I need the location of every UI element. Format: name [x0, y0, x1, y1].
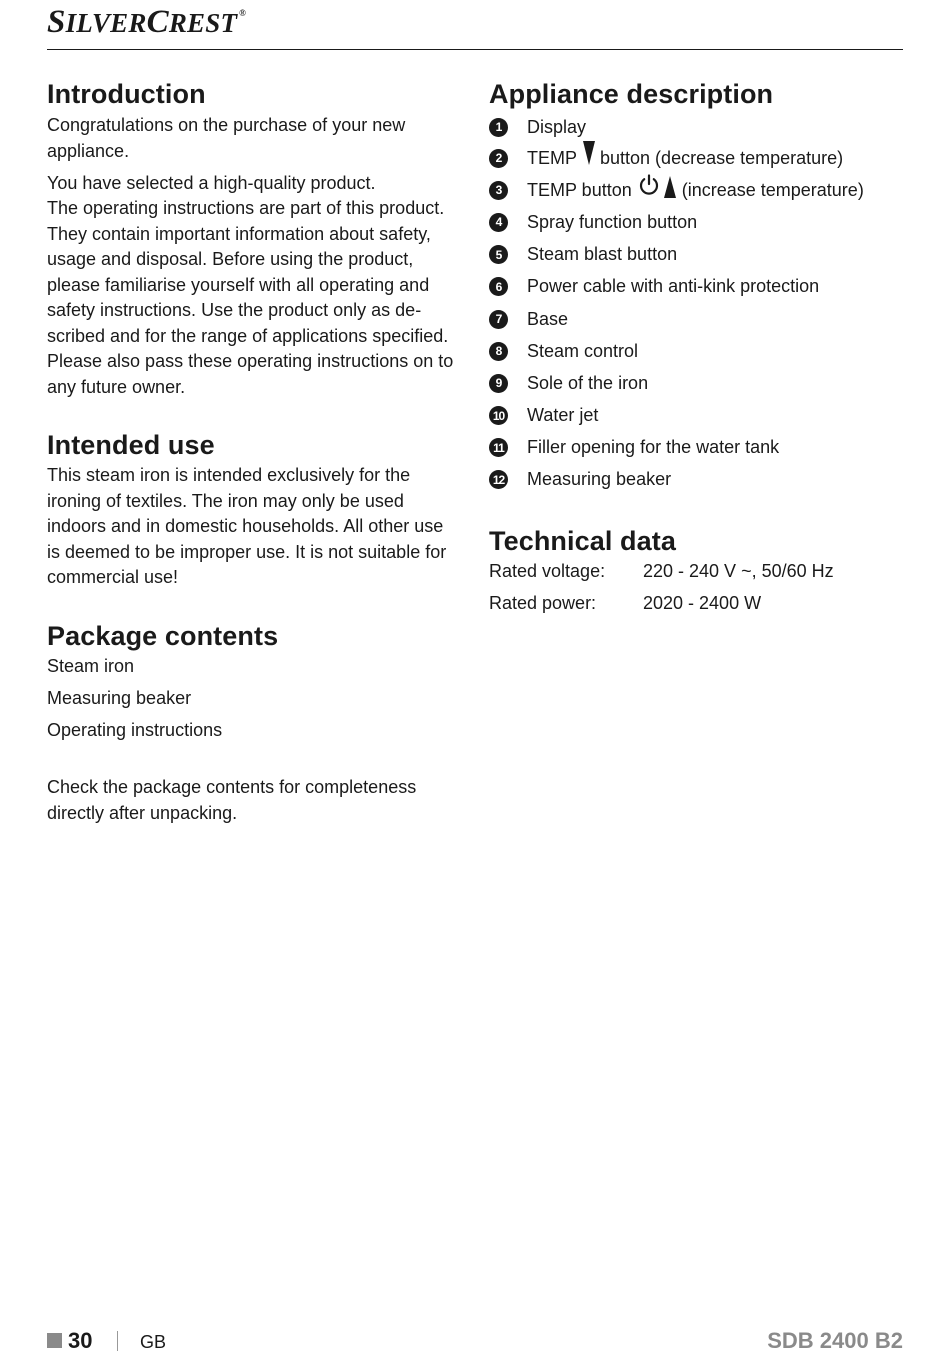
text-line: ironing of textiles. The iron may only be used: [47, 490, 404, 511]
text-line: commercial use!: [47, 567, 179, 587]
page-number: 30: [68, 1328, 93, 1353]
item-text: Steam control: [527, 340, 639, 361]
list-item: [489, 335, 909, 367]
tech-row: [489, 559, 909, 585]
text-line: please familiarise yourself with all operating and: [47, 274, 430, 295]
list-item: [489, 271, 909, 303]
text-line: directly after unpacking.: [47, 802, 238, 823]
item-text: Steam blast button: [527, 244, 678, 265]
left-column: [47, 76, 467, 826]
number-badge: 3: [489, 181, 508, 200]
number-badge: 6: [489, 277, 508, 296]
triangle-down-icon: [583, 141, 595, 165]
list-item: [489, 303, 909, 335]
item-text: Power cable with anti-kink protection: [527, 276, 820, 297]
item-text: button (decrease temperature): [600, 147, 844, 168]
text-line: is deemed to be improper use. It is not suitable for: [47, 541, 447, 562]
package-item: Measuring beaker: [47, 687, 192, 708]
package-contents-heading: Package contents: [47, 620, 279, 651]
footer-divider: [117, 1331, 118, 1351]
item-text: Water jet: [527, 405, 599, 426]
intended-use-paragraph: [47, 463, 467, 591]
tech-label: Rated power:: [489, 593, 597, 614]
number-badge: 9: [489, 374, 508, 393]
header-divider: [47, 49, 903, 50]
tech-label: Rated voltage:: [489, 561, 606, 582]
triangle-up-icon: [664, 176, 676, 198]
number-badge: 8: [489, 342, 508, 361]
item-text: TEMP button: [527, 179, 632, 200]
list-item: [489, 432, 909, 464]
text-line: The operating instructions are part of this product.: [47, 198, 445, 218]
list-item: [489, 239, 909, 271]
model-number: SDB 2400 B2: [767, 1328, 903, 1353]
text-line: Check the package contents for completeness: [47, 777, 417, 797]
text-line: indoors and in domestic households. All other use: [47, 516, 444, 536]
tech-value: 220 - 240 V ~, 50/60 Hz: [643, 561, 834, 582]
number-badge: 11: [489, 438, 508, 457]
item-text: Measuring beaker: [527, 469, 672, 490]
appliance-parts-list: [489, 112, 909, 496]
item-text: Spray function button: [527, 211, 698, 232]
check-contents-paragraph: [47, 775, 467, 826]
number-badge: 7: [489, 310, 508, 329]
page-footer: [47, 1328, 903, 1354]
text-line: any future owner.: [47, 376, 186, 397]
intended-use-heading: Intended use: [47, 430, 215, 460]
language-code: GB: [140, 1332, 167, 1352]
package-item: Operating instructions: [47, 719, 223, 740]
text-line: Please also pass these operating instructions on to: [47, 351, 454, 371]
text-line: Congratulations on the purchase of your new: [47, 115, 406, 135]
item-text: TEMP: [527, 147, 578, 168]
list-item: [489, 464, 909, 496]
number-badge: 4: [489, 213, 508, 232]
list-item: [489, 174, 909, 206]
introduction-paragraph-2: [47, 171, 467, 401]
tech-row: [489, 591, 909, 617]
text-line: usage and disposal. Before using the product,: [47, 249, 414, 269]
list-item: [489, 400, 909, 432]
text-line: They contain important information about safety,: [47, 223, 431, 244]
number-badge: 1: [489, 118, 508, 137]
introduction-paragraph-1: [47, 113, 467, 164]
text-line: This steam iron is intended exclusively for the: [47, 465, 411, 485]
text-line: safety instructions. Use the product only as de-: [47, 300, 422, 320]
text-line: You have selected a high-quality product.: [47, 172, 376, 193]
list-item: [489, 367, 909, 399]
item-text: Sole of the iron: [527, 372, 649, 393]
power-icon: [638, 174, 660, 201]
number-badge: 2: [489, 149, 508, 168]
list-item: [489, 112, 909, 142]
item-text: Filler opening for the water tank: [527, 437, 780, 458]
list-item: [489, 206, 909, 238]
silvercrest-logo: SILVERCREST ®: [47, 4, 247, 40]
footer-square-icon: [47, 1333, 62, 1348]
tech-value: 2020 - 2400 W: [643, 593, 762, 614]
package-item: Steam iron: [47, 655, 135, 676]
item-text: (increase temperature): [681, 179, 864, 200]
number-badge: 10: [489, 406, 508, 425]
text-line: scribed and for the range of applications specified.: [47, 325, 449, 346]
number-badge: 5: [489, 245, 508, 264]
right-column: [489, 76, 909, 623]
introduction-heading: Introduction: [47, 79, 206, 109]
number-badge: 12: [489, 470, 508, 489]
item-text: Base: [527, 308, 569, 329]
list-item: [489, 142, 909, 174]
technical-data-heading: Technical data: [489, 526, 676, 557]
item-text: Display: [527, 116, 587, 137]
text-line: appliance.: [47, 140, 130, 161]
appliance-description-heading: Appliance description: [489, 79, 774, 109]
